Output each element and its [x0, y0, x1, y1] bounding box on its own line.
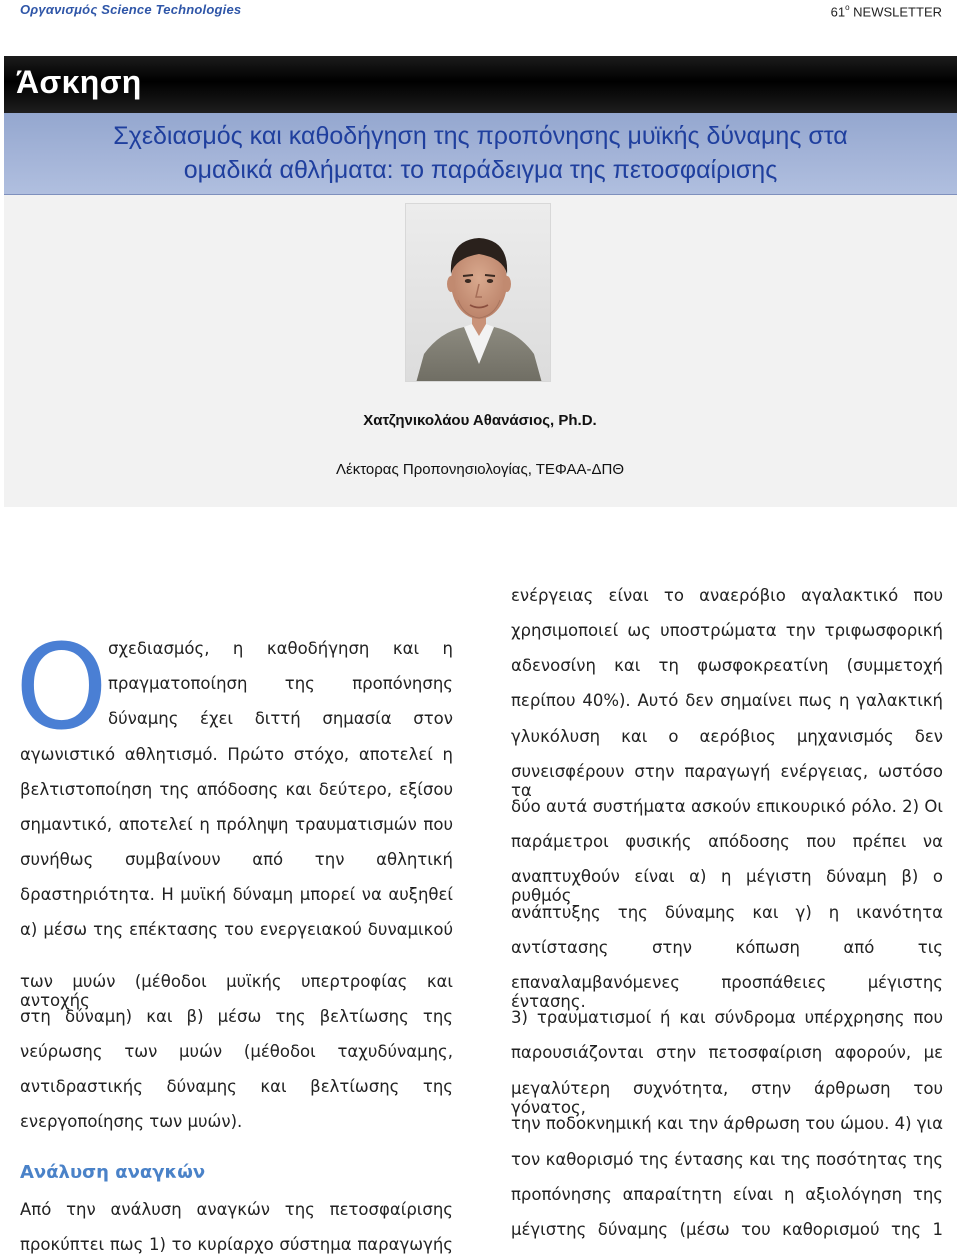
body-line: α) μέσω της επέκτασης του ενεργειακού δυναμικού	[20, 920, 453, 939]
article-title-line-2: ομαδικά αθλήματα: το παράδειγμα της πετοσφαίρισης	[183, 156, 778, 184]
body-line: δραστηριότητα. Η μυϊκή δύναμη μπορεί να αυξηθεί	[20, 885, 453, 904]
body-line: Από την ανάλυση αναγκών της πετοσφαίρισης	[20, 1200, 453, 1219]
section-label: Άσκηση	[16, 64, 142, 100]
body-line: αντιδραστικής δύναμης και βελτίωσης της	[20, 1077, 453, 1096]
author-affiliation: Λέκτορας Προπονησιολογίας, ΤΕΦΑΑ-ΔΠΘ	[336, 461, 624, 478]
body-line: 3) τραυματισμοί ή και σύνδρομα υπέρχρησης που	[511, 1008, 943, 1027]
body-line: προπόνησης απαραίτητη είναι η αξιολόγηση της	[511, 1185, 943, 1204]
body-line: επαναλαμβανόμενες προσπάθειες μέγιστης έντασης.	[511, 973, 943, 1011]
body-line: συνήθως συμβαίνουν από την αθλητική	[20, 850, 453, 869]
body-line: την ποδοκνημική και την άρθρωση του ώμου. 4) για	[511, 1114, 943, 1133]
body-line: γλυκόλυση και ο αερόβιος μηχανισμός δεν	[511, 727, 943, 746]
body-line: δύο αυτά συστήματα ασκούν επικουρικό ρόλο. 2) Οι	[511, 797, 943, 816]
body-line: τον καθορισμό της έντασης και της ποσότητας της	[511, 1150, 943, 1169]
body-line: παρουσιάζονται στην πετοσφαίριση αφορούν, με	[511, 1043, 943, 1062]
body-line: στη δύναμη) και β) μέσω της βελτίωσης της	[20, 1007, 453, 1026]
author-name: Χατζηνικολάου Αθανάσιος, Ph.D.	[363, 412, 597, 429]
body-line: ενέργειας είναι το αναερόβιο αγαλακτικό που	[511, 586, 943, 605]
body-line: των μυών (μέθοδοι μυϊκής υπερτροφίας και αντοχής	[20, 972, 453, 1010]
body-line: αδενοσίνη και τη φωσφοκρεατίνη (συμμετοχή	[511, 656, 943, 675]
body-line: περίπου 40%). Αυτό δεν σημαίνει πως η γαλακτική	[511, 691, 943, 710]
issue-ordinal: ο	[845, 3, 850, 12]
body-line: μέγιστης δύναμης (μέσω του καθορισμού της 1	[511, 1220, 943, 1239]
body-line: χρησιμοποιεί ως υποστρώματα την τριφωσφορική	[511, 621, 943, 640]
body-line: ενεργοποίησης των μυών).	[20, 1112, 243, 1131]
body-line: μεγαλύτερη συχνότητα, στην άρθρωση του γόνατος,	[511, 1079, 943, 1117]
body-line: αναπτυχθούν είναι α) η μέγιστη δύναμη β) ο ρυθμός	[511, 867, 943, 905]
body-line: σχεδιασμός, η καθοδήγηση και η	[108, 639, 453, 658]
body-line: συνεισφέρουν στην παραγωγή ενέργειας, ωστόσο τα	[511, 762, 943, 800]
body-line: σημαντικό, αποτελεί η πρόληψη τραυματισμών που	[20, 815, 453, 834]
body-line: παράμετροι φυσικής απόδοσης που πρέπει να	[511, 832, 943, 851]
section-heading: Ανάλυση αναγκών	[20, 1162, 206, 1183]
body-line: δύναμης έχει διττή σημασία στον	[108, 709, 453, 728]
issue-number: 61	[830, 4, 846, 20]
article-title-line-1: Σχεδιασμός και καθοδήγηση της προπόνησης μυϊκής δύναμης στα	[113, 122, 848, 150]
body-line: πραγματοποίηση της προπόνησης	[108, 674, 453, 693]
body-line: νεύρωσης των μυών (μέθοδοι ταχυδύναμης,	[20, 1042, 453, 1061]
publisher-logo-text: Οργανισμός Science Technologies	[20, 1, 242, 17]
body-line: ανάπτυξης της δύναμης και γ) η ικανότητα	[511, 903, 943, 922]
drop-cap: Ο	[15, 618, 108, 756]
issue-newsletter: NEWSLETTER	[853, 4, 942, 20]
body-line: αγωνιστικό αθλητισμό. Πρώτο στόχο, αποτελεί η	[20, 745, 453, 764]
body-line: προκύπτει πως 1) το κυρίαρχο σύστημα παραγωγής	[20, 1235, 453, 1254]
body-line: βελτιστοποίηση της απόδοσης και δεύτερο, εξίσου	[20, 780, 453, 799]
body-line: αντίστασης στην κόπωση από τις	[511, 938, 943, 957]
